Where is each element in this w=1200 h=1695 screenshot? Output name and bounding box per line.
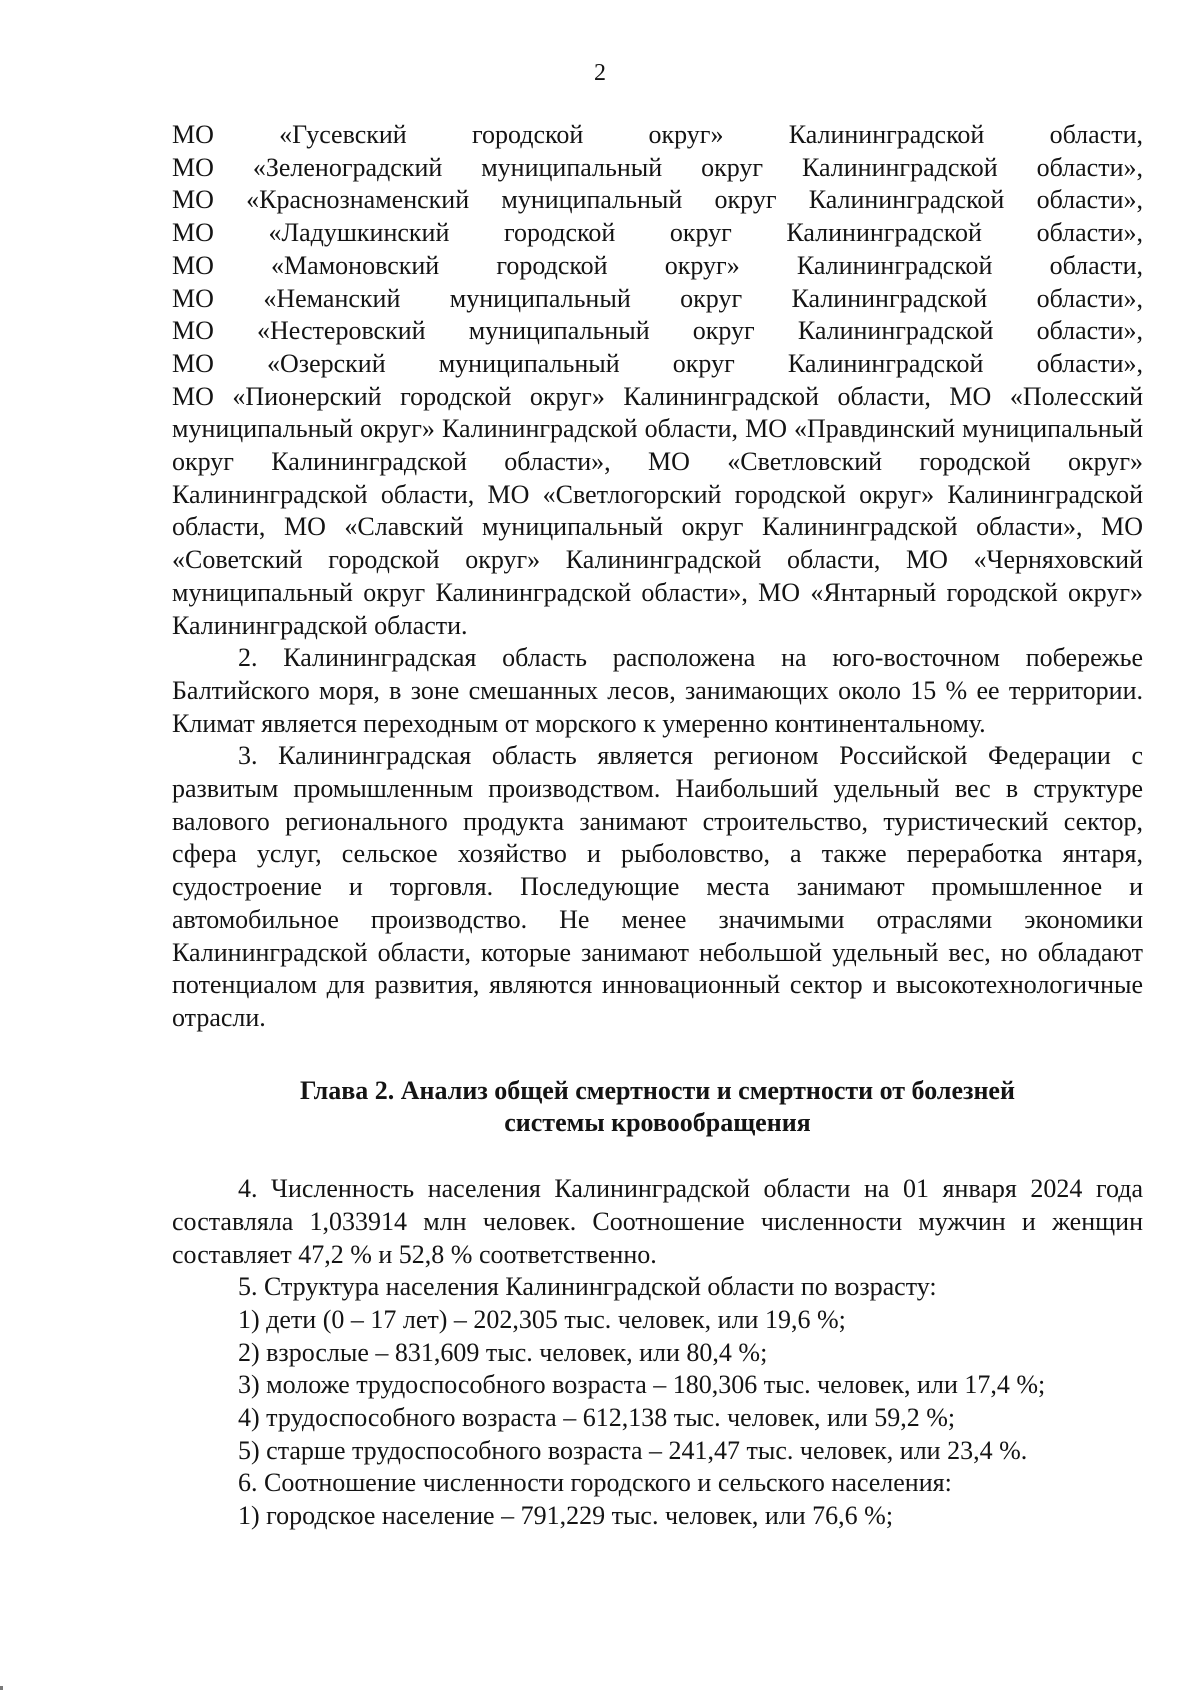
urban-rural-item: 1) городское население – 791,229 тыс. человек, или 76,6 %;: [238, 1501, 894, 1531]
municipality-line: МО «Неманский муниципальный округ Калининградской области»,: [172, 283, 1143, 313]
paragraph-4-population: 4. Численность населения Калининградской области на 01 января 2024 года составляла 1,033914 млн человек. Соотношение численности мужчин и женщин составляет 47,2 % и 52,8 % соответственно.: [172, 1174, 1143, 1269]
paragraph-2-geography: 2. Калининградская область расположена на юго-восточном побережье Балтийского моря, в зоне смешанных лесов, занимающих около 15 % ее территории. Климат является переходным от морского к умеренно континентальному.: [172, 643, 1143, 738]
paragraph-5-title: 5. Структура населения Калининградской области по возрасту:: [238, 1272, 937, 1302]
municipality-line: МО «Краснознаменский муниципальный округ Калининградской области»,: [172, 185, 1143, 215]
age-structure-item: 5) старше трудоспособного возраста – 241,47 тыс. человек, или 23,4 %.: [238, 1435, 1028, 1465]
municipality-line: МО «Ладушкинский городской округ Калининградской области»,: [172, 218, 1143, 248]
page-number: 2: [594, 60, 606, 86]
chapter-title-line-1: Глава 2. Анализ общей смертности и смертности от болезней: [300, 1075, 1015, 1105]
chapter-title-line-2: системы кровообращения: [504, 1108, 811, 1138]
scan-artifact: [0, 1686, 3, 1690]
paragraph-6-title: 6. Соотношение численности городского и сельского населения:: [238, 1468, 952, 1498]
age-structure-item: 3) моложе трудоспособного возраста – 180,306 тыс. человек, или 17,4 %;: [238, 1370, 1046, 1400]
municipality-line: МО «Озерский муниципальный округ Калининградской области»,: [172, 348, 1143, 378]
municipality-line: МО «Зеленоградский муниципальный округ Калининградской области»,: [172, 152, 1143, 182]
document-body: [172, 119, 1143, 1533]
age-structure-item: 2) взрослые – 831,609 тыс. человек, или 80,4 %;: [238, 1337, 768, 1367]
chapter-2-heading: [172, 1075, 1143, 1140]
age-structure-item: 1) дети (0 – 17 лет) – 202,305 тыс. человек, или 19,6 %;: [238, 1304, 846, 1334]
paragraph-3-economy: 3. Калининградская область является регионом Российской Федерации с развитым промышленным производством. Наибольший удельный вес в структуре валового регионального продукта занимают строительство, туристический сектор, сфера услуг, сельское хозяйство и рыболовство, а также переработка янтаря, судостроение и торговля. Последующие места занимают промышленное и автомобильное производство. Не менее значимыми отраслями экономики Калининградской области, которые занимают небольшой удельный вес, но обладают потенциалом для развития, являются инновационный сектор и высокотехнологичные отрасли.: [172, 741, 1143, 1032]
municipality-line: МО «Мамоновский городской округ» Калининградской области,: [172, 250, 1143, 280]
municipality-line: МО «Гусевский городской округ» Калининградской области,: [172, 120, 1143, 149]
age-structure-item: 4) трудоспособного возраста – 612,138 тыс. человек, или 59,2 %;: [238, 1403, 956, 1433]
municipality-line: МО «Нестеровский муниципальный округ Калининградской области»,: [172, 316, 1143, 346]
municipality-list-continuation: МО «Пионерский городской округ» Калининградской области, МО «Полесский муниципальный округ» Калининградской области, МО «Правдинский муниципальный округ Калининградской области», МО «Светловский городской округ» Калининградской области, МО «Светлогорский городской округ» Калининградской области, МО «Славский муниципальный округ Калининградской области», МО «Советский городской округ» Калининградской области, МО «Черняховский муниципальный округ Калининградской области», МО «Янтарный городской округ» Калининградской области.: [172, 381, 1143, 640]
